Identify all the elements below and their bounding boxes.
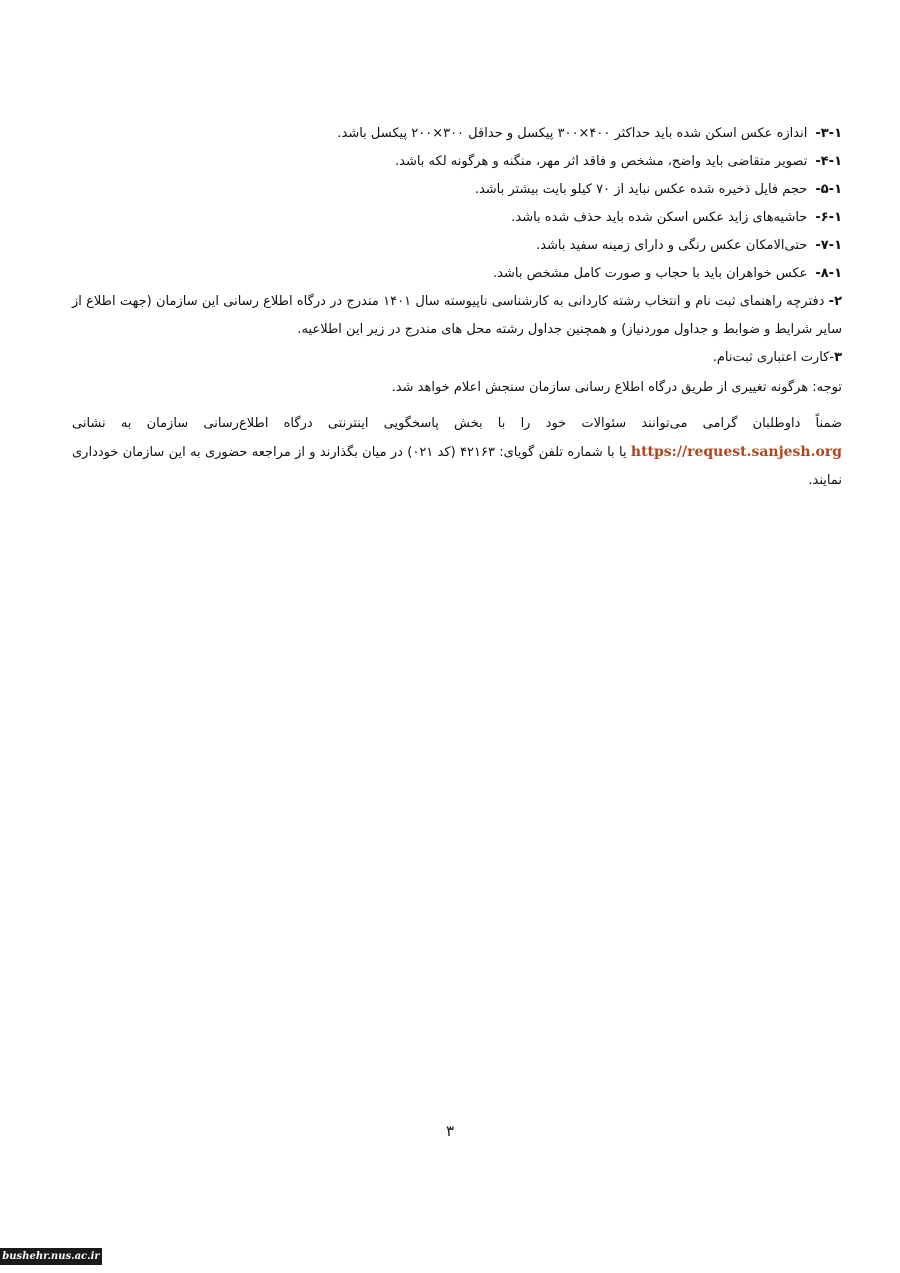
document-body: [72, 120, 842, 495]
list-item: [72, 120, 842, 148]
item-text: حاشیه‌های زاید عکس اسکن شده باید حذف شده باشد.: [511, 210, 808, 225]
watermark-badge: bushehr.nus.ac.ir: [0, 1248, 102, 1265]
request-link[interactable]: https://request.sanjesh.org: [630, 444, 842, 460]
page-number: ۳: [445, 1122, 455, 1140]
list-item: [72, 176, 842, 204]
list-item: [72, 260, 842, 288]
item-text: تصویر متقاضی باید واضح، مشخص و فاقد اثر مهر، منگنه و هرگونه لکه باشد.: [394, 154, 808, 169]
section-3-number: ۳: [834, 350, 842, 365]
item-text: اندازه عکس اسکن شده باید حداکثر ۴۰۰×۳۰۰ پیکسل و حداقل ۳۰۰×۲۰۰ پیکسل باشد.: [337, 126, 808, 141]
note-paragraph: توجه: هرگونه تغییری از طریق درگاه اطلاع رسانی سازمان سنجش اعلام خواهد شد.: [391, 380, 842, 395]
contact-text-before: ضمناً داوطلبان گرامی می‌توانند سئوالات خود را با بخش پاسخگویی اینترنتی درگاه اطلاع‌رسانی سازمان به نشانی: [72, 416, 842, 431]
contact-text-after: یا با شماره تلفن گویای: ۴۲۱۶۳ (کد ۰۲۱) در میان بگذارند و از مراجعه حضوری به این سازمان خودداری نمایند.: [72, 445, 842, 488]
list-item: [72, 204, 842, 232]
list-item: [72, 148, 842, 176]
section-2-paragraph: [72, 288, 842, 344]
item-text: حتی‌الامکان عکس رنگی و دارای زمینه سفید باشد.: [536, 238, 808, 253]
item-number: ۴-۱-: [815, 154, 842, 169]
section-3-paragraph: [72, 344, 842, 372]
item-number: ۳-۱-: [815, 126, 842, 141]
item-number: ۶-۱-: [815, 210, 842, 225]
item-text: حجم فایل ذخیره شده عکس نباید از ۷۰ کیلو بایت بیشتر باشد.: [474, 182, 808, 197]
item-text: عکس خواهران باید با حجاب و صورت کامل مشخص باشد.: [493, 266, 808, 281]
section-3-text: -کارت اعتباری ثبت‌نام.: [712, 350, 835, 365]
section-2-number: ۲-: [828, 294, 842, 309]
item-number: ۸-۱-: [815, 266, 842, 281]
item-number: ۷-۱-: [815, 238, 842, 253]
item-number: ۵-۱-: [815, 182, 842, 197]
list-item: [72, 232, 842, 260]
section-2-text: دفترچه راهنمای ثبت نام و انتخاب رشته کاردانی به کارشناسی ناپیوسته سال ۱۴۰۱ مندرج در درگاه اطلاع رسانی این سازمان (جهت اطلاع از سایر شرایط و ضوابط و جداول موردنیاز) و همچنین جداول رشته محل های مندرج در زیر این اطلاعیه.: [72, 294, 842, 337]
contact-paragraph: [72, 410, 842, 495]
